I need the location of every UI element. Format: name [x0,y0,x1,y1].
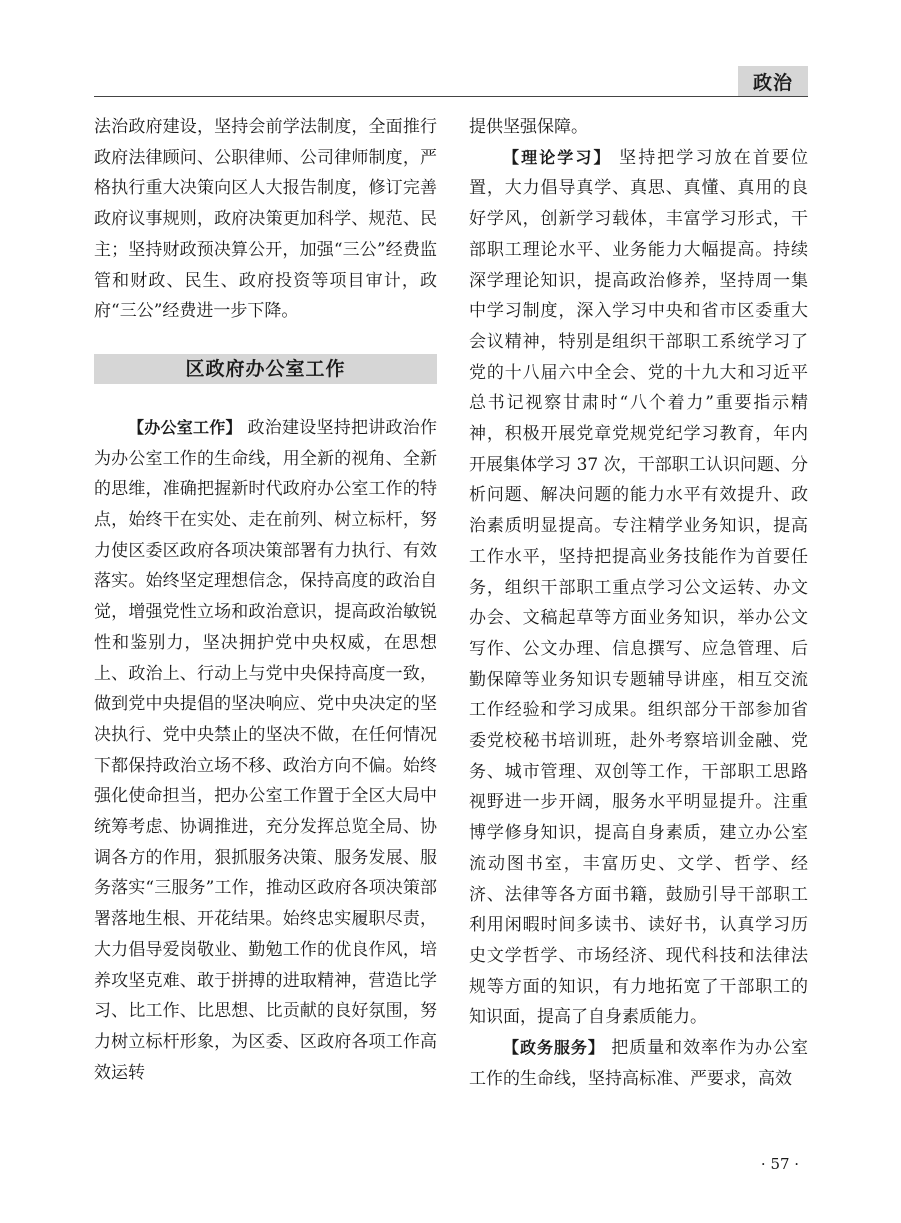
office-work-text: 政治建设坚持把讲政治作为办公室工作的生命线，用全新的视角、全新的思维，准确把握新时代政府办公室工作的特点，始终干在实处、走在前列、树立标杆，努力使区委区政府各项决策部署有力执行、有效落实。始终坚定理想信念，保持高度的政治自觉，增强党性立场和政治意识，提高政治敏锐性和鉴别力，坚决拥护党中央权威，在思想上、政治上、行动上与党中央保持高度一致，做到党中央提倡的坚决响应、党中央决定的坚决执行、党中央禁止的坚决不做，在任何情况下都保持政治立场不移、政治方向不偏。始终强化使命担当，把办公室工作置于全区大局中统筹考虑、协调推进，充分发挥总览全局、协调各方的作用，狠抓服务决策、服务发展、服务落实“三服务”工作，推动区政府各项决策部署落地生根、开花结果。始终忠实履职尽责，大力倡导爱岗敬业、勤勉工作的优良作风，培养攻坚克难、敢于拼搏的进取精神，营造比学习、比工作、比思想、比贡献的良好氛围，努力树立标杆形象，为区委、区政府各项工作高效运转 [94,417,437,1083]
page-number: · 57 · [760,1155,800,1173]
office-work-label: 【办公室工作】 [128,417,242,437]
theory-study-label: 【理论学习】 [503,147,612,167]
theory-study-text: 坚持把学习放在首要位置，大力倡导真学、真思、真懂、真用的良好学风，创新学习载体，丰富学习形式，干部职工理论水平、业务能力大幅提高。持续深学理论知识，提高政治修养，坚持周一集中学习制度，深入学习中央和省市区委重大会议精神，特别是组织干部职工系统学习了党的十八届六中全会、党的十九大和习近平总书记视察甘肃时“八个着力”重要指示精神，积极开展党章党规党纪学习教育，年内开展集体学习 37 次，干部职工认识问题、分析问题、解决问题的能力水平有效提升、政治素质明显提高。专注精学业务知识，提高工作水平，坚持把提高业务技能作为首要任务，组织干部职工重点学习公文运转、办文办会、文稿起草等方面业务知识，举办公文写作、公文办理、信息撰写、应急管理、后勤保障等业务知识专题辅导讲座，相互交流工作经验和学习成果。组织部分干部参加省委党校秘书培训班，赴外考察培训金融、党务、城市管理、双创等工作，干部职工思路视野进一步开阔，服务水平明显提升。注重博学修身知识，提高自身素质，建立办公室流动图书室，丰富历史、文学、哲学、经济、法律等各方面书籍，鼓励引导干部职工利用闲暇时间多读书、读好书，认真学习历史文学哲学、市场经济、现代科技和法律法规等方面的知识，有力地拓宽了干部职工的知识面，提高了自身素质能力。 [469,147,808,1028]
government-service-text: 把质量和效率作为办公室工作的生命线，坚持高标准、严要求，高效 [469,1038,809,1089]
header-divider [94,96,808,97]
office-work-paragraph [94,413,437,1088]
left-column [94,112,437,1088]
government-service-paragraph [469,1033,808,1094]
right-column [469,112,808,1095]
government-service-label: 【政务服务】 [503,1038,605,1058]
continuation-text: 提供坚强保障。 [469,117,588,137]
theory-study-paragraph [469,143,808,1033]
section-tab: 政治 [738,66,808,97]
section-title: 区政府办公室工作 [94,354,437,384]
intro-paragraph: 法治政府建设，坚持会前学法制度，全面推行政府法律顾问、公职律师、公司律师制度，严格执行重大决策向区人大报告制度，修订完善政府议事规则，政府决策更加科学、规范、民主；坚持财政预决算公开，加强“三公”经费监管和财政、民生、政府投资等项目审计，政府“三公”经费进一步下降。 [94,117,437,322]
